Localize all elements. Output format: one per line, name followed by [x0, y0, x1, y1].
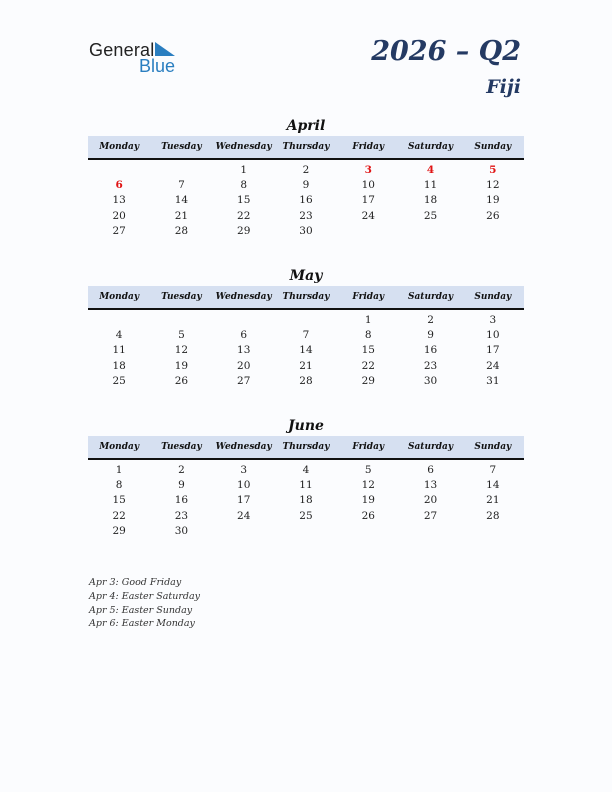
day-cell: 15 — [361, 344, 375, 357]
week-row — [88, 208, 524, 223]
month-title: May — [289, 268, 323, 284]
day-cell: 16 — [174, 494, 189, 507]
weekday-label: Saturday — [407, 442, 454, 452]
month-grid — [88, 460, 524, 538]
day-cell: 26 — [361, 509, 375, 522]
day-cell: 31 — [486, 374, 500, 387]
day-cell: 22 — [361, 359, 375, 372]
day-cell: 18 — [299, 494, 313, 507]
holiday-day-cell: 4 — [426, 163, 435, 176]
holiday-list — [89, 576, 200, 631]
day-cell: 27 — [112, 224, 126, 237]
week-row — [88, 523, 524, 538]
month-grid — [88, 310, 524, 388]
day-cell: 24 — [486, 359, 500, 372]
day-cell: 3 — [240, 463, 248, 476]
weekday-label: Tuesday — [161, 292, 202, 302]
weekday-label: Monday — [99, 292, 140, 302]
day-cell: 23 — [174, 509, 189, 522]
day-cell: 1 — [364, 313, 372, 326]
weekday-label: Wednesday — [215, 292, 272, 302]
weekday-label: Friday — [352, 292, 385, 302]
day-cell: 17 — [486, 344, 500, 357]
day-cell: 19 — [174, 359, 189, 372]
day-cell: 30 — [174, 524, 189, 537]
month-title: April — [286, 118, 326, 134]
day-cell: 10 — [361, 178, 375, 191]
day-cell: 11 — [112, 344, 126, 357]
day-cell: 5 — [364, 463, 372, 476]
day-cell: 27 — [237, 374, 251, 387]
day-cell: 1 — [240, 163, 248, 176]
day-cell: 12 — [174, 344, 189, 357]
day-cell: 5 — [178, 328, 185, 341]
day-cell: 25 — [423, 209, 438, 222]
day-cell: 20 — [112, 209, 126, 222]
day-cell: 13 — [112, 194, 126, 207]
weekday-label: Sunday — [474, 292, 512, 302]
weekday-label: Tuesday — [161, 442, 202, 452]
day-cell: 13 — [423, 478, 438, 491]
weekday-label: Monday — [99, 142, 140, 152]
day-cell: 16 — [423, 344, 438, 357]
day-cell: 8 — [115, 478, 123, 491]
day-cell: 14 — [486, 478, 500, 491]
week-row — [88, 477, 524, 492]
day-cell: 29 — [361, 374, 375, 387]
weekday-label: Tuesday — [161, 142, 202, 152]
day-cell: 11 — [299, 478, 313, 491]
day-cell: 30 — [423, 374, 438, 387]
weekday-header — [88, 436, 524, 460]
page-title: 2026 – Q2 — [371, 36, 521, 67]
day-cell: 23 — [299, 209, 313, 222]
day-cell: 16 — [299, 194, 313, 207]
day-cell: 6 — [240, 328, 248, 341]
month-grid — [88, 160, 524, 238]
week-row — [88, 223, 524, 238]
day-cell: 14 — [299, 344, 313, 357]
day-cell: 17 — [361, 194, 375, 207]
day-cell: 20 — [423, 494, 438, 507]
day-cell: 26 — [486, 209, 500, 222]
weekday-label: Thursday — [282, 292, 330, 302]
weekday-label: Thursday — [282, 142, 330, 152]
week-row — [88, 493, 524, 508]
holiday-day-cell: 6 — [115, 178, 123, 191]
day-cell: 9 — [302, 178, 310, 191]
day-cell: 2 — [302, 163, 310, 176]
holiday-item: Apr 3: Good Friday — [89, 577, 182, 588]
weekday-label: Sunday — [474, 442, 512, 452]
week-row — [88, 373, 524, 388]
month-april — [88, 116, 524, 238]
day-cell: 12 — [361, 478, 375, 491]
weekday-label: Monday — [99, 442, 140, 452]
weekday-label: Saturday — [407, 142, 454, 152]
day-cell: 2 — [178, 463, 185, 476]
holiday-item: Apr 4: Easter Saturday — [89, 590, 201, 602]
day-cell: 1 — [115, 463, 123, 476]
day-cell: 20 — [237, 359, 251, 372]
week-row — [88, 193, 524, 208]
week-row — [88, 327, 524, 342]
holiday-item: Apr 6: Easter Monday — [89, 618, 195, 630]
week-row — [88, 177, 524, 192]
day-cell: 18 — [423, 194, 438, 207]
month-title: June — [288, 418, 324, 434]
day-cell: 11 — [423, 178, 438, 191]
weekday-label: Sunday — [474, 142, 512, 152]
day-cell: 2 — [427, 313, 434, 326]
weekday-header — [88, 136, 524, 160]
day-cell: 21 — [299, 359, 313, 372]
day-cell: 28 — [299, 374, 313, 387]
holiday-day-cell: 3 — [364, 163, 372, 176]
week-row — [88, 312, 524, 327]
day-cell: 24 — [361, 209, 375, 222]
day-cell: 17 — [237, 494, 251, 507]
day-cell: 28 — [486, 509, 500, 522]
day-cell: 10 — [486, 328, 500, 341]
day-cell: 9 — [178, 478, 185, 491]
day-cell: 15 — [112, 494, 126, 507]
day-cell: 9 — [427, 328, 434, 341]
weekday-header — [88, 286, 524, 310]
day-cell: 7 — [178, 178, 185, 191]
day-cell: 7 — [302, 328, 310, 341]
logo-text-blue: Blue — [139, 56, 176, 76]
generalblue-logo — [89, 38, 189, 78]
week-row — [88, 162, 524, 177]
holiday-item: Apr 5: Easter Sunday — [89, 604, 193, 616]
day-cell: 30 — [299, 224, 313, 237]
day-cell: 25 — [299, 509, 313, 522]
holiday-day-cell: 5 — [489, 163, 497, 176]
day-cell: 22 — [112, 509, 126, 522]
day-cell: 21 — [486, 494, 500, 507]
week-row — [88, 358, 524, 373]
weekday-label: Wednesday — [215, 142, 272, 152]
day-cell: 4 — [115, 328, 123, 341]
day-cell: 8 — [364, 328, 372, 341]
day-cell: 27 — [423, 509, 438, 522]
weekday-label: Friday — [352, 142, 385, 152]
day-cell: 26 — [174, 374, 189, 387]
weekday-label: Friday — [352, 442, 385, 452]
day-cell: 13 — [237, 344, 251, 357]
week-row — [88, 343, 524, 358]
day-cell: 29 — [112, 524, 126, 537]
day-cell: 3 — [489, 313, 497, 326]
logo-text-general: General — [89, 40, 155, 60]
day-cell: 14 — [174, 194, 189, 207]
country-name: Fiji — [486, 76, 521, 98]
day-cell: 25 — [112, 374, 126, 387]
day-cell: 19 — [486, 194, 500, 207]
day-cell: 22 — [237, 209, 251, 222]
day-cell: 29 — [237, 224, 251, 237]
day-cell: 24 — [237, 509, 251, 522]
week-row — [88, 508, 524, 523]
weekday-label: Wednesday — [215, 442, 272, 452]
weekday-label: Saturday — [407, 292, 454, 302]
weekday-label: Thursday — [282, 442, 330, 452]
day-cell: 10 — [237, 478, 251, 491]
day-cell: 6 — [427, 463, 434, 476]
week-row — [88, 462, 524, 477]
day-cell: 21 — [174, 209, 189, 222]
day-cell: 7 — [489, 463, 497, 476]
day-cell: 18 — [112, 359, 126, 372]
day-cell: 8 — [240, 178, 248, 191]
month-may — [88, 266, 524, 388]
day-cell: 15 — [237, 194, 251, 207]
month-june — [88, 416, 524, 538]
day-cell: 28 — [174, 224, 189, 237]
day-cell: 4 — [302, 463, 310, 476]
day-cell: 23 — [423, 359, 438, 372]
day-cell: 19 — [361, 494, 375, 507]
day-cell: 12 — [486, 178, 500, 191]
